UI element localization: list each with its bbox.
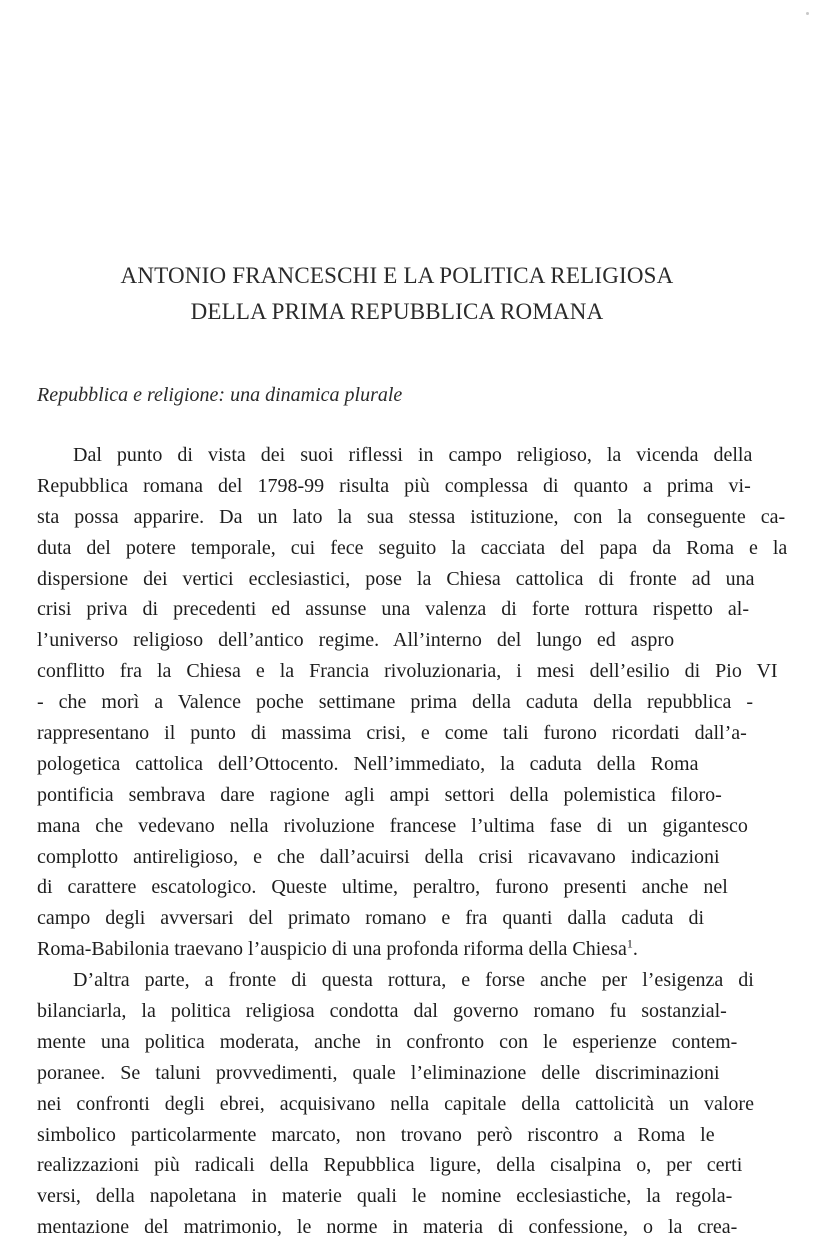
text-line: D’altra parte, a fronte di questa rottura, e forse anche per l’esigenza di [73,969,754,992]
text-line: crisi priva di precedenti ed assunse una valenza di forte rottura rispetto al- [37,598,749,621]
text-line: - che morì a Valence poche settimane prima della caduta della repubblica - [37,691,754,714]
text-line: nei confronti degli ebrei, acquisivano nella capitale della cattolicità un valore [37,1092,754,1115]
title-line-2: DELLA PRIMA REPUBBLICA ROMANA [190,299,604,324]
paragraph-2 [37,965,761,1243]
text-line: pologetica cattolica dell’Ottocento. Nell’immediato, la caduta della Roma [37,752,699,775]
text-line: l’universo religioso dell’antico regime. All’interno del lungo ed aspro [37,629,675,652]
text-line: mentazione del matrimonio, le norme in materia di confessione, o la crea- [37,1216,738,1239]
text-line: duta del potere temporale, cui fece seguito la cacciata del papa da Roma e la [37,536,788,559]
text-line: poranee. Se taluni provvedimenti, quale l’eliminazione delle discriminazioni [37,1061,720,1084]
section-heading: Repubblica e religione: una dinamica plurale [37,384,403,406]
text-line: mente una politica moderata, anche in confronto con le esperienze contem- [37,1030,738,1053]
text-line: simbolico particolarmente marcato, non trovano però riscontro a Roma le [37,1123,715,1146]
text-line: dispersione dei vertici ecclesiastici, pose la Chiesa cattolica di fronte ad una [37,567,755,590]
text-line: versi, della napoletana in materie quali le nomine ecclesiastiche, la regola- [37,1185,733,1208]
article-title [0,258,794,330]
paragraph-1 [37,440,788,965]
text-line: pontificia sembrava dare ragione agli ampi settori della polemistica filoro- [37,783,722,806]
text-line: conflitto fra la Chiesa e la Francia rivoluzionaria, i mesi dell’esilio di Pio VI [37,660,778,683]
text-line: rappresentano il punto di massima crisi, e come tali furono ricordati dall’a- [37,722,747,745]
text-line: sta possa apparire. Da un lato la sua stessa istituzione, con la conseguente ca- [37,505,786,528]
text-line: Dal punto di vista dei suoi riflessi in campo religioso, la vicenda della [73,444,753,466]
text-line-content: Roma-Babilonia traevano l’auspicio di una profonda riforma della Chiesa [37,938,627,961]
title-line-1: ANTONIO FRANCESCHI E LA POLITICA RELIGIOSA [120,263,674,288]
text-line-final [37,934,761,965]
text-line: campo degli avversari del primato romano e fra quanti dalla caduta di [37,907,705,930]
text-line: bilanciarla, la politica religiosa condotta dal governo romano fu sostanzial- [37,1000,727,1023]
scan-speck [806,12,809,15]
text-line: complotto antireligioso, e che dall’acuirsi della crisi ricavavano indicazioni [37,845,720,868]
text-line: Repubblica romana del 1798-99 risulta più complessa di quanto a prima vi- [37,474,751,497]
text-line: realizzazioni più radicali della Repubblica ligure, della cisalpina o, per certi [37,1154,743,1177]
body-text [37,440,788,1243]
text-line: di carattere escatologico. Queste ultime, peraltro, furono presenti anche nel [37,876,728,899]
sentence-end: . [632,938,638,961]
text-line: mana che vedevano nella rivoluzione francese l’ultima fase di un gigantesco [37,814,748,837]
footnote-marker: 1 [626,936,633,951]
